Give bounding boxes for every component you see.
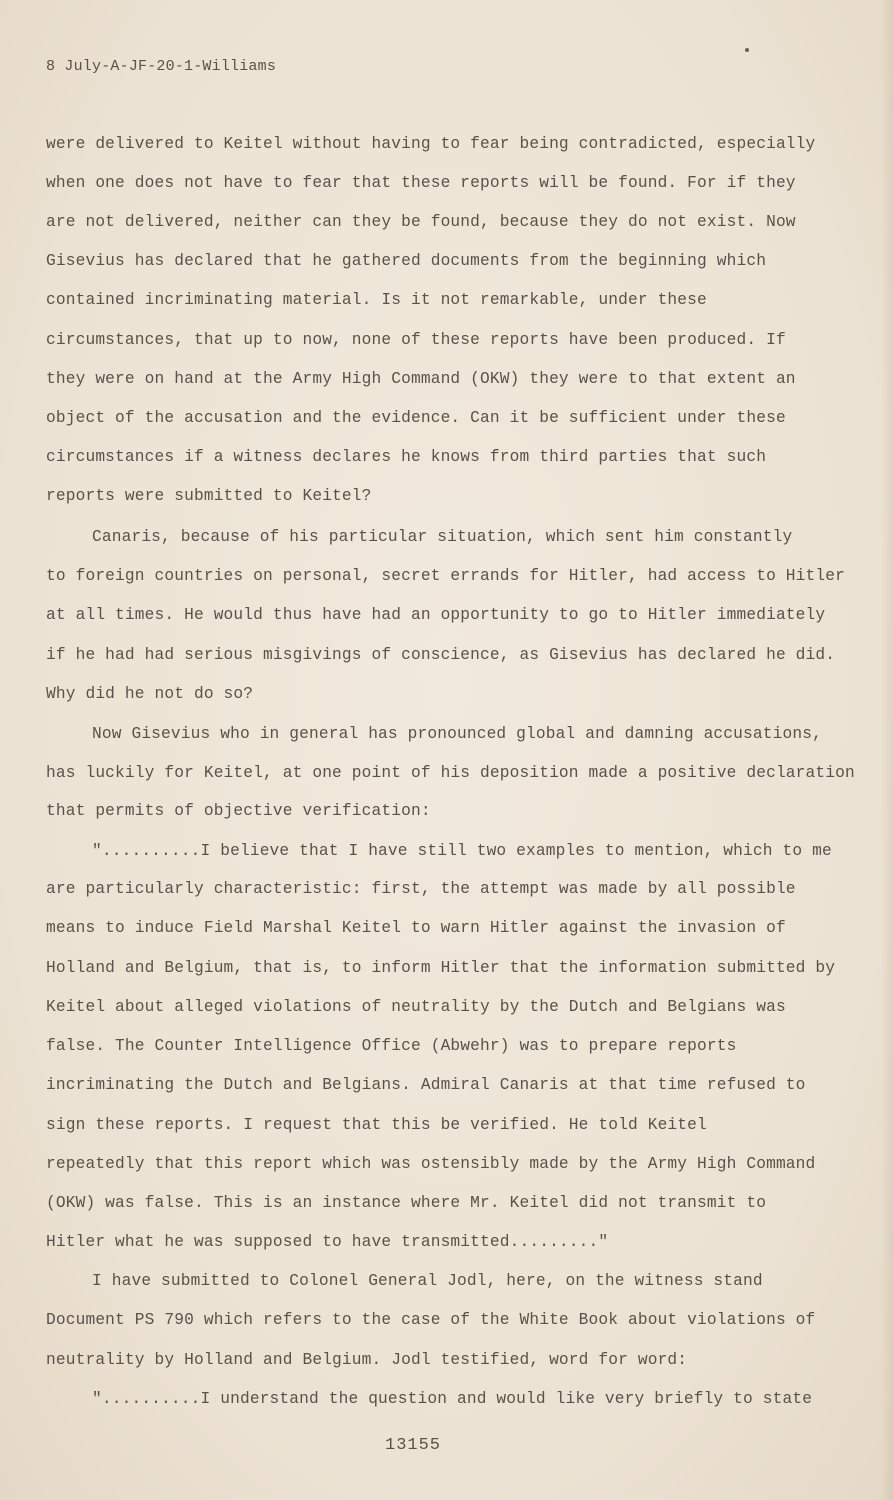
body-line: contained incriminating material. Is it not remarkable, under these — [46, 291, 707, 309]
quote-line: false. The Counter Intelligence Office (Abwehr) was to prepare reports — [46, 1037, 737, 1055]
page-header: 8 July-A-JF-20-1-Williams — [46, 58, 277, 75]
page-number: 13155 — [385, 1436, 442, 1455]
body-line: that permits of objective verification: — [46, 802, 431, 820]
quote-line: means to induce Field Marshal Keitel to warn Hitler against the invasion of — [46, 919, 786, 937]
body-line: they were on hand at the Army High Command (OKW) they were to that extent an — [46, 370, 796, 388]
body-line: Gisevius has declared that he gathered documents from the beginning which — [46, 252, 767, 270]
quote-line: incriminating the Dutch and Belgians. Admiral Canaris at that time refused to — [46, 1076, 806, 1094]
body-line: when one does not have to fear that these reports will be found. For if they — [46, 174, 796, 192]
body-line: Document PS 790 which refers to the case of the White Book about violations of — [46, 1311, 816, 1329]
body-line: Now Gisevius who in general has pronounced global and damning accusations, — [92, 725, 822, 743]
quote-line: sign these reports. I request that this be verified. He told Keitel — [46, 1116, 707, 1134]
body-line: neutrality by Holland and Belgium. Jodl testified, word for word: — [46, 1351, 688, 1369]
quote-line: (OKW) was false. This is an instance where Mr. Keitel did not transmit to — [46, 1194, 767, 1212]
body-line: circumstances, that up to now, none of these reports have been produced. If — [46, 331, 786, 349]
quote-line: "..........I believe that I have still two examples to mention, which to me — [92, 842, 832, 860]
body-line: I have submitted to Colonel General Jodl, here, on the witness stand — [92, 1272, 763, 1290]
body-line: Canaris, because of his particular situation, which sent him constantly — [92, 528, 793, 546]
ink-speck — [745, 48, 749, 52]
body-line: were delivered to Keitel without having to fear being contradicted, especially — [46, 135, 816, 153]
quote-line: "..........I understand the question and would like very briefly to state — [92, 1390, 813, 1408]
quote-line: Keitel about alleged violations of neutrality by the Dutch and Belgians was — [46, 998, 786, 1016]
body-line: object of the accusation and the evidence. Can it be sufficient under these — [46, 409, 786, 427]
body-line: circumstances if a witness declares he knows from third parties that such — [46, 448, 767, 466]
page-edge-shadow — [881, 0, 893, 1500]
body-line: Why did he not do so? — [46, 685, 254, 703]
body-line: to foreign countries on personal, secret errands for Hitler, had access to Hitler — [46, 567, 845, 585]
quote-line: repeatedly that this report which was ostensibly made by the Army High Command — [46, 1155, 816, 1173]
quote-line: Hitler what he was supposed to have transmitted........." — [46, 1233, 609, 1251]
quote-line: Holland and Belgium, that is, to inform Hitler that the information submitted by — [46, 959, 836, 977]
body-line: has luckily for Keitel, at one point of his deposition made a positive declaration — [46, 764, 855, 782]
quote-line: are particularly characteristic: first, the attempt was made by all possible — [46, 880, 796, 898]
body-line: at all times. He would thus have had an opportunity to go to Hitler immediately — [46, 606, 826, 624]
body-line: reports were submitted to Keitel? — [46, 487, 372, 505]
body-line: are not delivered, neither can they be found, because they do not exist. Now — [46, 213, 796, 231]
body-line: if he had had serious misgivings of conscience, as Gisevius has declared he did. — [46, 646, 836, 664]
